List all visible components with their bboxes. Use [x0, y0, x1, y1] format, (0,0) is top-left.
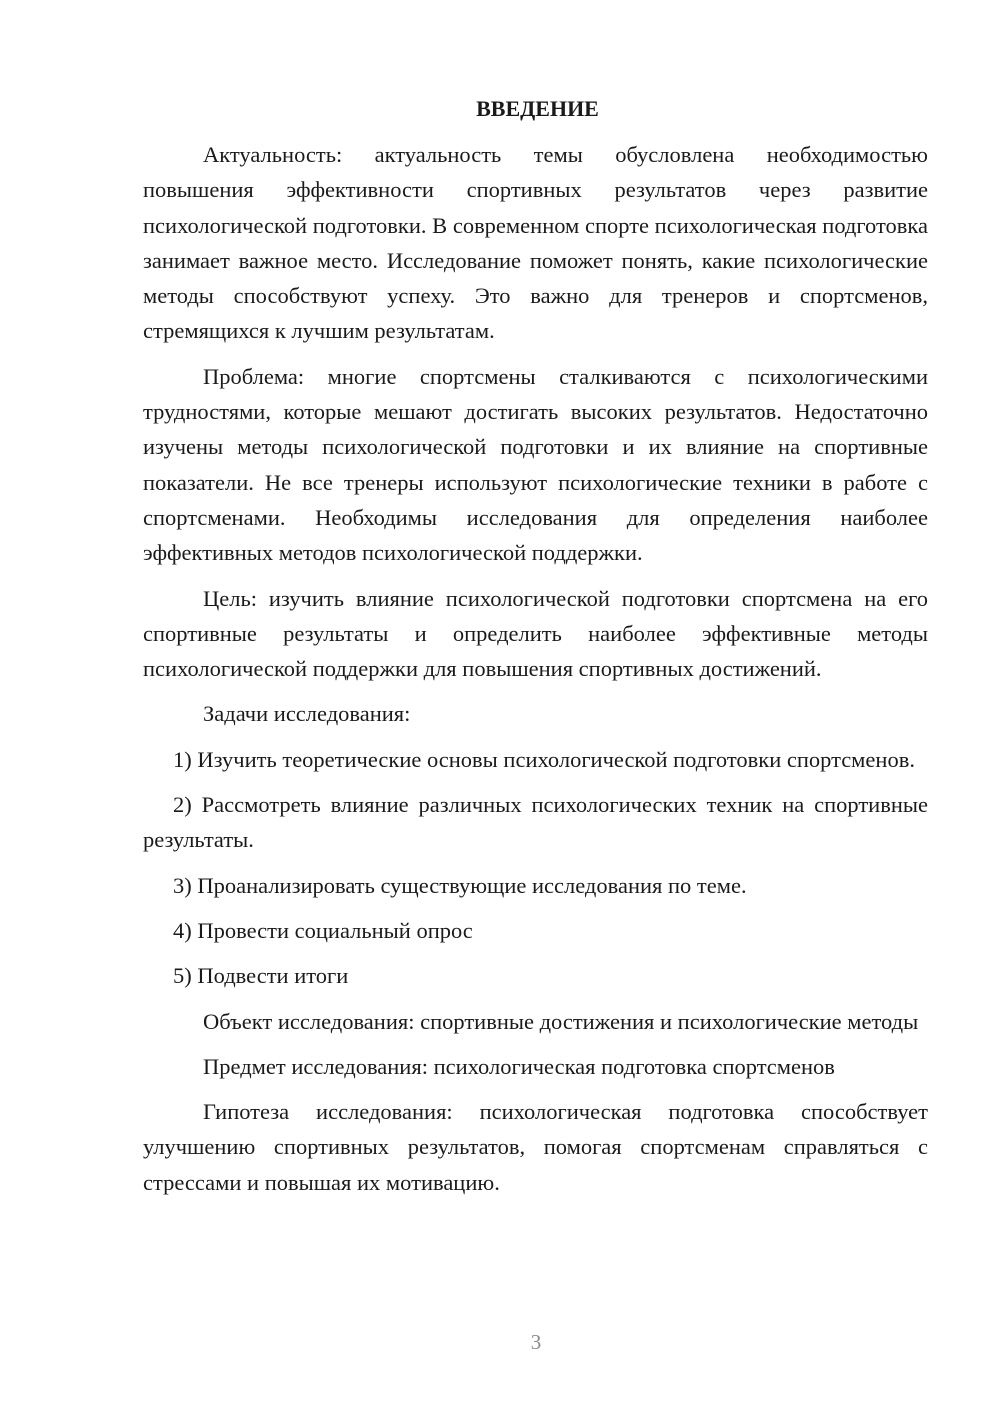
task-item-5: 5) Подвести итоги: [173, 963, 349, 989]
problem-paragraph: Проблема: многие спортсмены сталкиваются с психологическими трудностями, которые мешают достигать высоких результатов. Недостаточно изучены методы психологической подготовки и их влияние на спортивные показатели. Не все тренеры используют психологические техники в работе с спортсменами. Необходимы исследования для определения наиболее эффективных методов психологической поддержки.: [143, 363, 928, 566]
page-title: ВВЕДЕНИЕ: [476, 96, 599, 121]
task-item-4: 4) Провести социальный опрос: [173, 917, 473, 943]
goal-paragraph: Цель: изучить влияние психологической подготовки спортсмена на его спортивные результаты и определить наиболее эффективные методы психологической поддержки для повышения спортивных достижений.: [143, 585, 928, 682]
object-paragraph: Объект исследования: спортивные достижения и психологические методы: [203, 1008, 919, 1034]
relevance-paragraph: Актуальность: актуальность темы обусловлена необходимостью повышения эффективности спортивных результатов через развитие психологической подготовки. В современном спорте психологическая подготовка занимает важное место. Исследование поможет понять, какие психологические методы способствуют успеху. Это важно для тренеров и спортсменов, стремящихся к лучшим результатам.: [143, 142, 928, 344]
subject-paragraph: Предмет исследования: психологическая подготовка спортсменов: [203, 1053, 835, 1079]
task-item-1: 1) Изучить теоретические основы психологической подготовки спортсменов.: [173, 746, 915, 772]
page-number: 3: [530, 1330, 542, 1354]
task-item-2: 2) Рассмотреть влияние различных психологических техник на спортивные результаты.: [143, 792, 928, 853]
tasks-title: Задачи исследования:: [203, 701, 411, 727]
hypothesis-paragraph: Гипотеза исследования: психологическая подготовка способствует улучшению спортивных результатов, помогая спортсменам справляться с стрессами и повышая их мотивацию.: [143, 1099, 928, 1195]
document-page: [143, 94, 928, 1210]
task-item-3: 3) Проанализировать существующие исследования по теме.: [173, 872, 747, 898]
